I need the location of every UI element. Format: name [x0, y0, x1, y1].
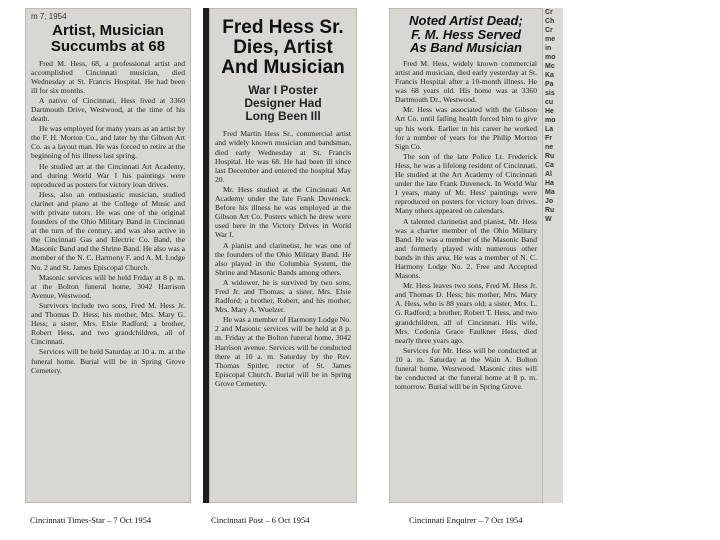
caption-enquirer: Cincinnati Enquirer – 7 Oct 1954 — [409, 515, 523, 525]
fragment-line: Ru — [545, 207, 555, 214]
clipping-subhead-line-2: Designer Had — [244, 96, 322, 110]
paragraph: A talented clarinetist and pianist, Mr. Hess was a charter member of the Ohio Military Band. He was a member of the Masonic Band and formerly played with numerous other bands in this area. He was a member of N. C. Harmony Lodge No. 2, Free and Accepted Masons. — [395, 216, 537, 281]
paragraph: He was a member of Harmony Lodge No. 2 and Masonic services will be held at 8 p. m. Friday at the Bolton funeral home, 3042 Harrison avenue. Services will be conducted there at 10 a. m. Saturday by the Rev. Thomas Spitler, rector of St. James Episcopal Church. Burial will be in Spring Grove Cemetery. — [215, 315, 351, 388]
paragraph: A pianist and clarinetist, he was one of the founders of the Ohio Military Band. He also played in the Columbia System, the Shrine and Masonic Bands among others. — [215, 240, 351, 277]
paragraph: A native of Cincinnati, Hess lived at 3360 Dartmouth Drive, Westwood, at the time of his death. — [31, 95, 185, 124]
clipping-headline-line-1: Noted Artist Dead; — [409, 13, 523, 28]
clipping-headline-line-2: F. M. Hess Served — [411, 26, 521, 42]
fragment-line: Cr — [545, 27, 553, 34]
paragraph: Mr. Hess was associated with the Gibson Art Co. until failing health forced him to give up his work. Earlier in his career he worked for a number of years for the Philip Morton Sign Co. — [395, 105, 537, 151]
fragment-line: in — [545, 45, 552, 52]
paragraph: Fred Martin Hess Sr., commercial artist and widely known musician and bandsman, died early Wednesday at St. Francis Hospital. He was 68. He had been ill since last December and entered the hospital May 20. — [215, 129, 351, 184]
paragraph: He studied art at the Cincinnati Art Academy, and during World War I his paintings were reproduced as posters for victory loan drives. — [31, 161, 185, 189]
fragment-line: La — [545, 126, 554, 133]
paragraph: A widower, he is survived by two sons, Fred Jr. and Thomas; a sister, Mrs. Elsie Radford; a brother, Robert, and his mother, Mrs. Mary A. Wuelzer. — [215, 277, 351, 315]
clipping-headline-line-2: Dies, Artist — [233, 36, 333, 58]
fragment-line: Ka — [545, 72, 554, 79]
clipping-body — [395, 59, 537, 391]
clipping-body — [215, 129, 351, 388]
clipping-times-star — [25, 8, 191, 503]
clipping-headline-line-1: Artist, Musician — [52, 22, 164, 39]
fragment-line: He — [545, 108, 554, 115]
fragment-line: ne — [545, 144, 554, 151]
fragment-line: Ch — [545, 18, 555, 25]
fragment-line: Pa — [545, 81, 554, 88]
paragraph: Mr. Hess studied at the Cincinnati Art Academy under the late Frank Duveneck. Before his illness he was employed at the Gibson Art Co. Posters which he drew were used here in the Victory Drives in World War I. — [215, 184, 351, 240]
clipping-dateline: m 7, 1954 — [31, 12, 67, 21]
clipping-body — [31, 59, 185, 375]
clipping-subhead-line-3: Long Been Ill — [245, 109, 321, 124]
fragment-line: sis — [545, 90, 555, 97]
fragment-line: Fr — [545, 135, 552, 142]
fragment-line: mo — [545, 54, 556, 61]
clipping-headline-line-3: As Band Musician — [410, 40, 522, 56]
paragraph: The son of the late Police Lt. Frederick Hess, he was a lifelong resident of Cincinnati. He studied at the Art Academy of Cincinnati under the late Frank Duveneck. In World War I years, many of Mr. Hess' paintings were reproduced on posters for victory loan drives. Many others appeared on calendars. — [395, 151, 537, 216]
clipping-headline-line-1: Fred Hess Sr. — [222, 17, 344, 38]
caption-post: Cincinnati Post – 6 Oct 1954 — [211, 515, 310, 525]
fragment-line: Al — [545, 171, 552, 178]
paragraph: Survivors include two sons, Fred M. Hess Jr. and Thomas D. Hess; his mother, Mrs. Mary G. Hess; a sister, Mrs. Elsie Radford; a brother, Robert Hess, and two grandchildren, all of Cincinnati. — [31, 300, 185, 347]
clipping-post — [209, 8, 357, 503]
paragraph: Mr. Hess leaves two sons, Fred M. Hess Jr. and Thomas D. Hess; his mother, Mrs. Mary A. Hess, who is 88 years old; a sister, Mrs. L. G. Radford; a brother, Robert T. Hess, and two grandchildren, all of Cincinnati. His wife, Mrs. Cedonia Grace Faulkner Hess, died nearly three years ago. — [395, 281, 537, 345]
fragment-line: Ca — [545, 162, 554, 169]
clipping-subhead-line-1: War I Poster — [248, 82, 318, 97]
fragment-line: me — [545, 36, 556, 43]
fragment-line: Mc — [545, 63, 555, 70]
paragraph: Masonic services will be held Friday at 8 p. m. at the Bolton funeral home, 3042 Harrison Avenue, Westwood. — [31, 272, 185, 300]
paragraph: Services for Mr. Hess will be conducted at 10 a. m. Saturday at the Wain A. Bolton funeral home, Westwood. Masonic rites will be conducted at the funeral home at 8 p. m. tomorrow. Burial will be in Spring Grove. — [395, 345, 537, 392]
fragment-line: W — [545, 216, 552, 223]
fragment-line: Ru — [545, 153, 555, 160]
clipping-headline-line-2: Succumbs at 68 — [50, 37, 166, 55]
clipping-enquirer — [389, 8, 543, 503]
fragment-line: cu — [545, 99, 554, 106]
fragment-line: Jo — [545, 198, 554, 205]
paragraph: Fred M. Hess, widely known commercial artist and musician, died early yesterday at St. Francis Hospital after a 10-month illness. He was 68 years old. His home was at 3360 Dartmouth Dr., Westwood. — [395, 58, 537, 105]
fragment-line: Cr — [545, 9, 553, 16]
paragraph: Services will be held Saturday at 10 a. m. at the funeral home. Burial will be in Spring Grove Cemetery. — [31, 347, 185, 375]
fragment-line: Ma — [545, 189, 555, 196]
fragment-line: Ha — [545, 180, 554, 187]
paragraph: Fred M. Hess, 68, a professional artist and accomplished Cincinnati musician, died Wednesday at St. Francis Hospital. He had been ill for six months. — [31, 58, 185, 95]
adjacent-column-fragment — [543, 8, 563, 503]
caption-times-star: Cincinnati Times-Star – 7 Oct 1954 — [30, 515, 152, 525]
paragraph: He was employed for many years as an artist by the F. H. Morton Co., and later by the Gibson Art Co. as a layout man. He was forced to retire at the beginning of his illness last spring. — [31, 124, 185, 161]
fragment-line: mo — [545, 117, 556, 124]
clipping-headline-line-3: And Musician — [221, 56, 345, 78]
paragraph: Hess, also an enthusiastic musician, studied clarinet and piano at the College of Music and with private tutors. He was one of the original founders of the Ohio Military Band in Cincinnati at the turn of the century, and was also active in the Cincinnati Gas and Electric Co. Band, the Masonic Band and the Shrine Band. He also was a member of the N. C. Harmony F. and A. M. Lodge No. 2 and St. James Episcopal Church. — [31, 189, 185, 272]
